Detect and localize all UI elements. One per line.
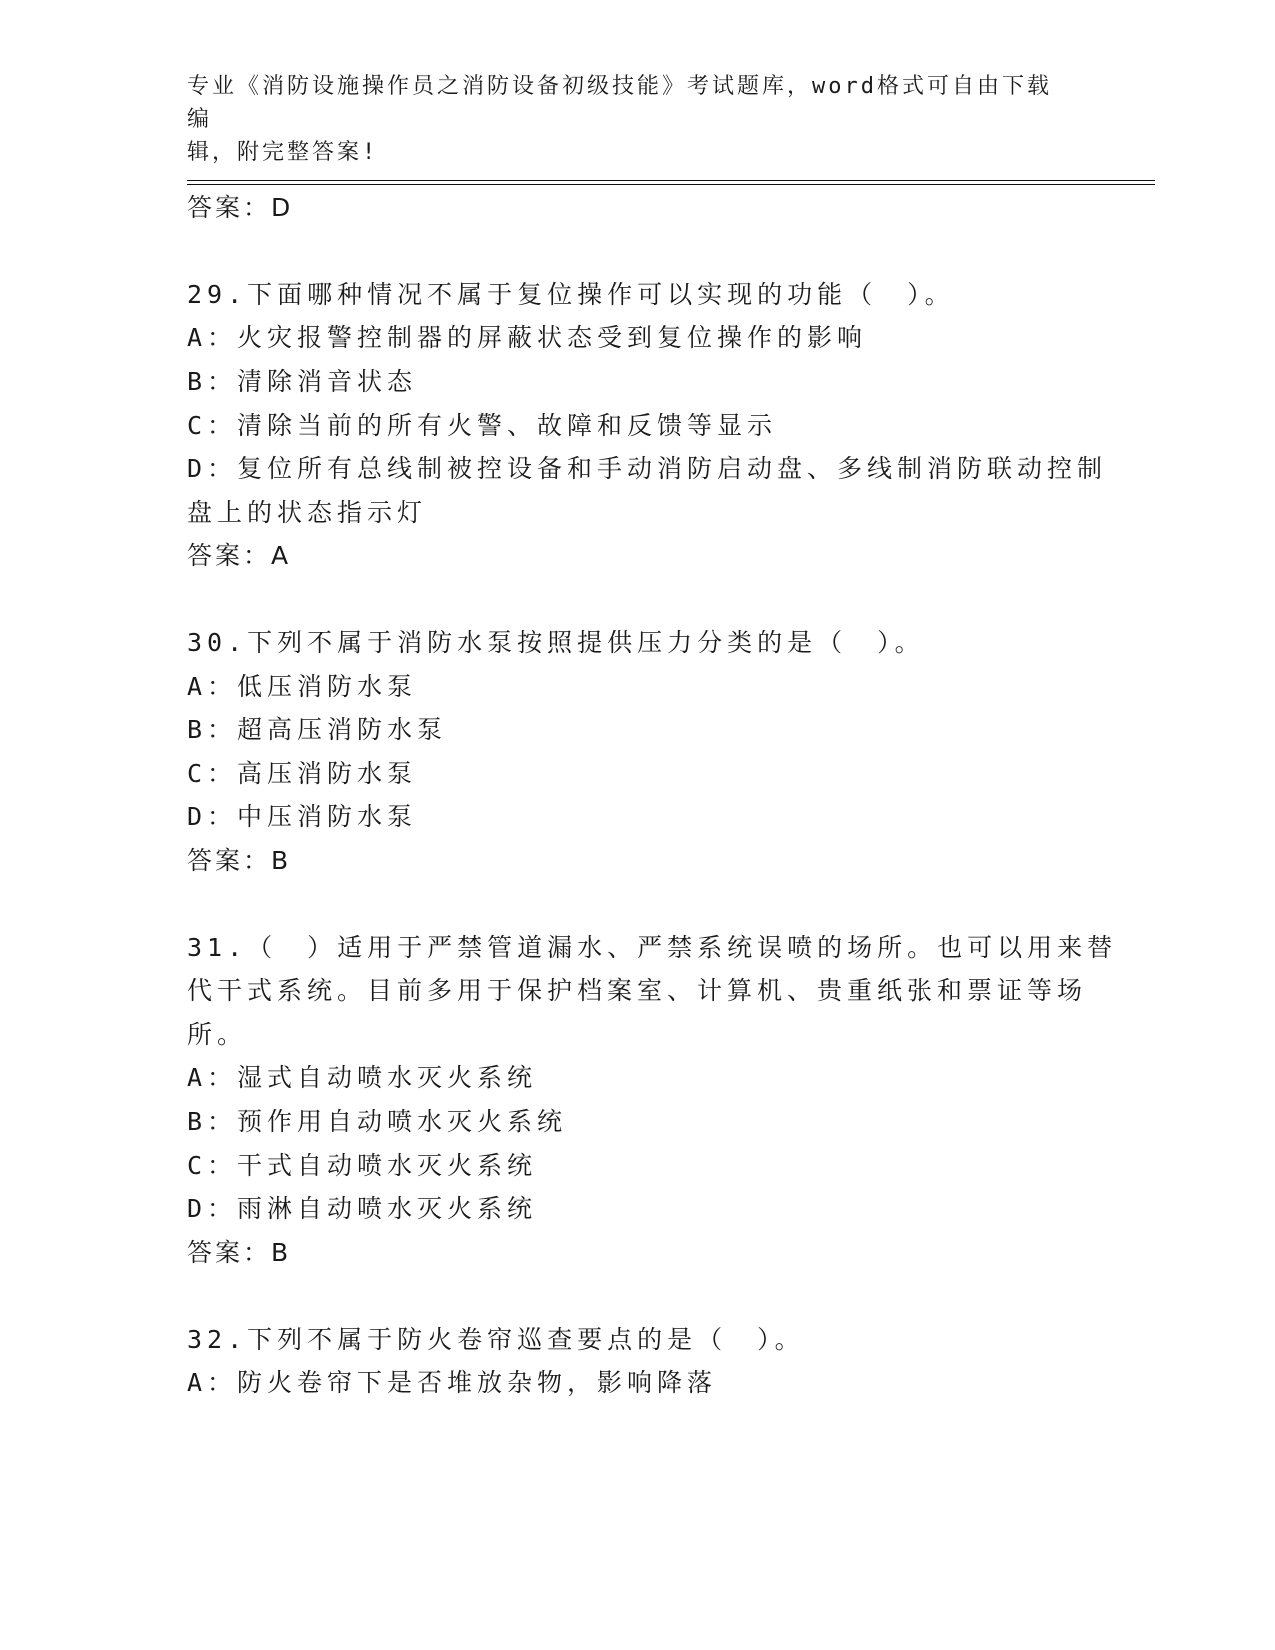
question-31-option-c: C：干式自动喷水灭火系统 bbox=[187, 1151, 538, 1180]
question-30-option-b: B：超高压消防水泵 bbox=[187, 715, 448, 744]
question-29-option-a: A：火灾报警控制器的屏蔽状态受到复位操作的影响 bbox=[187, 323, 868, 352]
question-30-option-d: D：中压消防水泵 bbox=[187, 802, 418, 831]
question-29-option-c: C：清除当前的所有火警、故障和反馈等显示 bbox=[187, 411, 778, 440]
question-31-option-d: D：雨淋自动喷水灭火系统 bbox=[187, 1194, 538, 1223]
answer-q30: 答案：B bbox=[187, 846, 292, 875]
header-divider-top bbox=[187, 180, 1155, 181]
header-line-2: 辑，附完整答案! bbox=[187, 140, 379, 165]
document-header bbox=[187, 70, 1067, 169]
question-30-option-c: C：高压消防水泵 bbox=[187, 759, 418, 788]
question-30-stem: 30.下列不属于消防水泵按照提供压力分类的是（ ）。 bbox=[187, 628, 925, 657]
answer-q31: 答案：B bbox=[187, 1238, 292, 1267]
question-31-stem-line-2: 代干式系统。目前多用于保护档案室、计算机、贵重纸张和票证等场 bbox=[187, 976, 1088, 1005]
answer-q29: 答案：A bbox=[187, 541, 292, 570]
question-32-option-a: A：防火卷帘下是否堆放杂物，影响降落 bbox=[187, 1368, 718, 1397]
question-32-stem: 32.下列不属于防火卷帘巡查要点的是（ ）。 bbox=[187, 1325, 805, 1354]
question-30-option-a: A：低压消防水泵 bbox=[187, 672, 418, 701]
header-line-1: 专业《消防设施操作员之消防设备初级技能》考试题库，word格式可自由下载编 bbox=[187, 74, 1052, 132]
question-29-option-d: D：复位所有总线制被控设备和手动消防启动盘、多线制消防联动控制 bbox=[187, 454, 1108, 483]
header-divider-bottom bbox=[187, 184, 1155, 185]
question-31-option-a: A：湿式自动喷水灭火系统 bbox=[187, 1063, 538, 1092]
question-29-option-d-continued: 盘上的状态指示灯 bbox=[187, 498, 428, 527]
answer-q28: 答案：D bbox=[187, 193, 294, 222]
question-29-stem: 29.下面哪种情况不属于复位操作可以实现的功能（ ）。 bbox=[187, 280, 955, 309]
question-29-option-b: B：清除消音状态 bbox=[187, 367, 418, 396]
question-31-option-b: B：预作用自动喷水灭火系统 bbox=[187, 1107, 568, 1136]
question-31-stem-line-3: 所。 bbox=[187, 1020, 248, 1049]
question-31-stem-line-1: 31.（ ）适用于严禁管道漏水、严禁系统误喷的场所。也可以用来替 bbox=[187, 933, 1118, 962]
